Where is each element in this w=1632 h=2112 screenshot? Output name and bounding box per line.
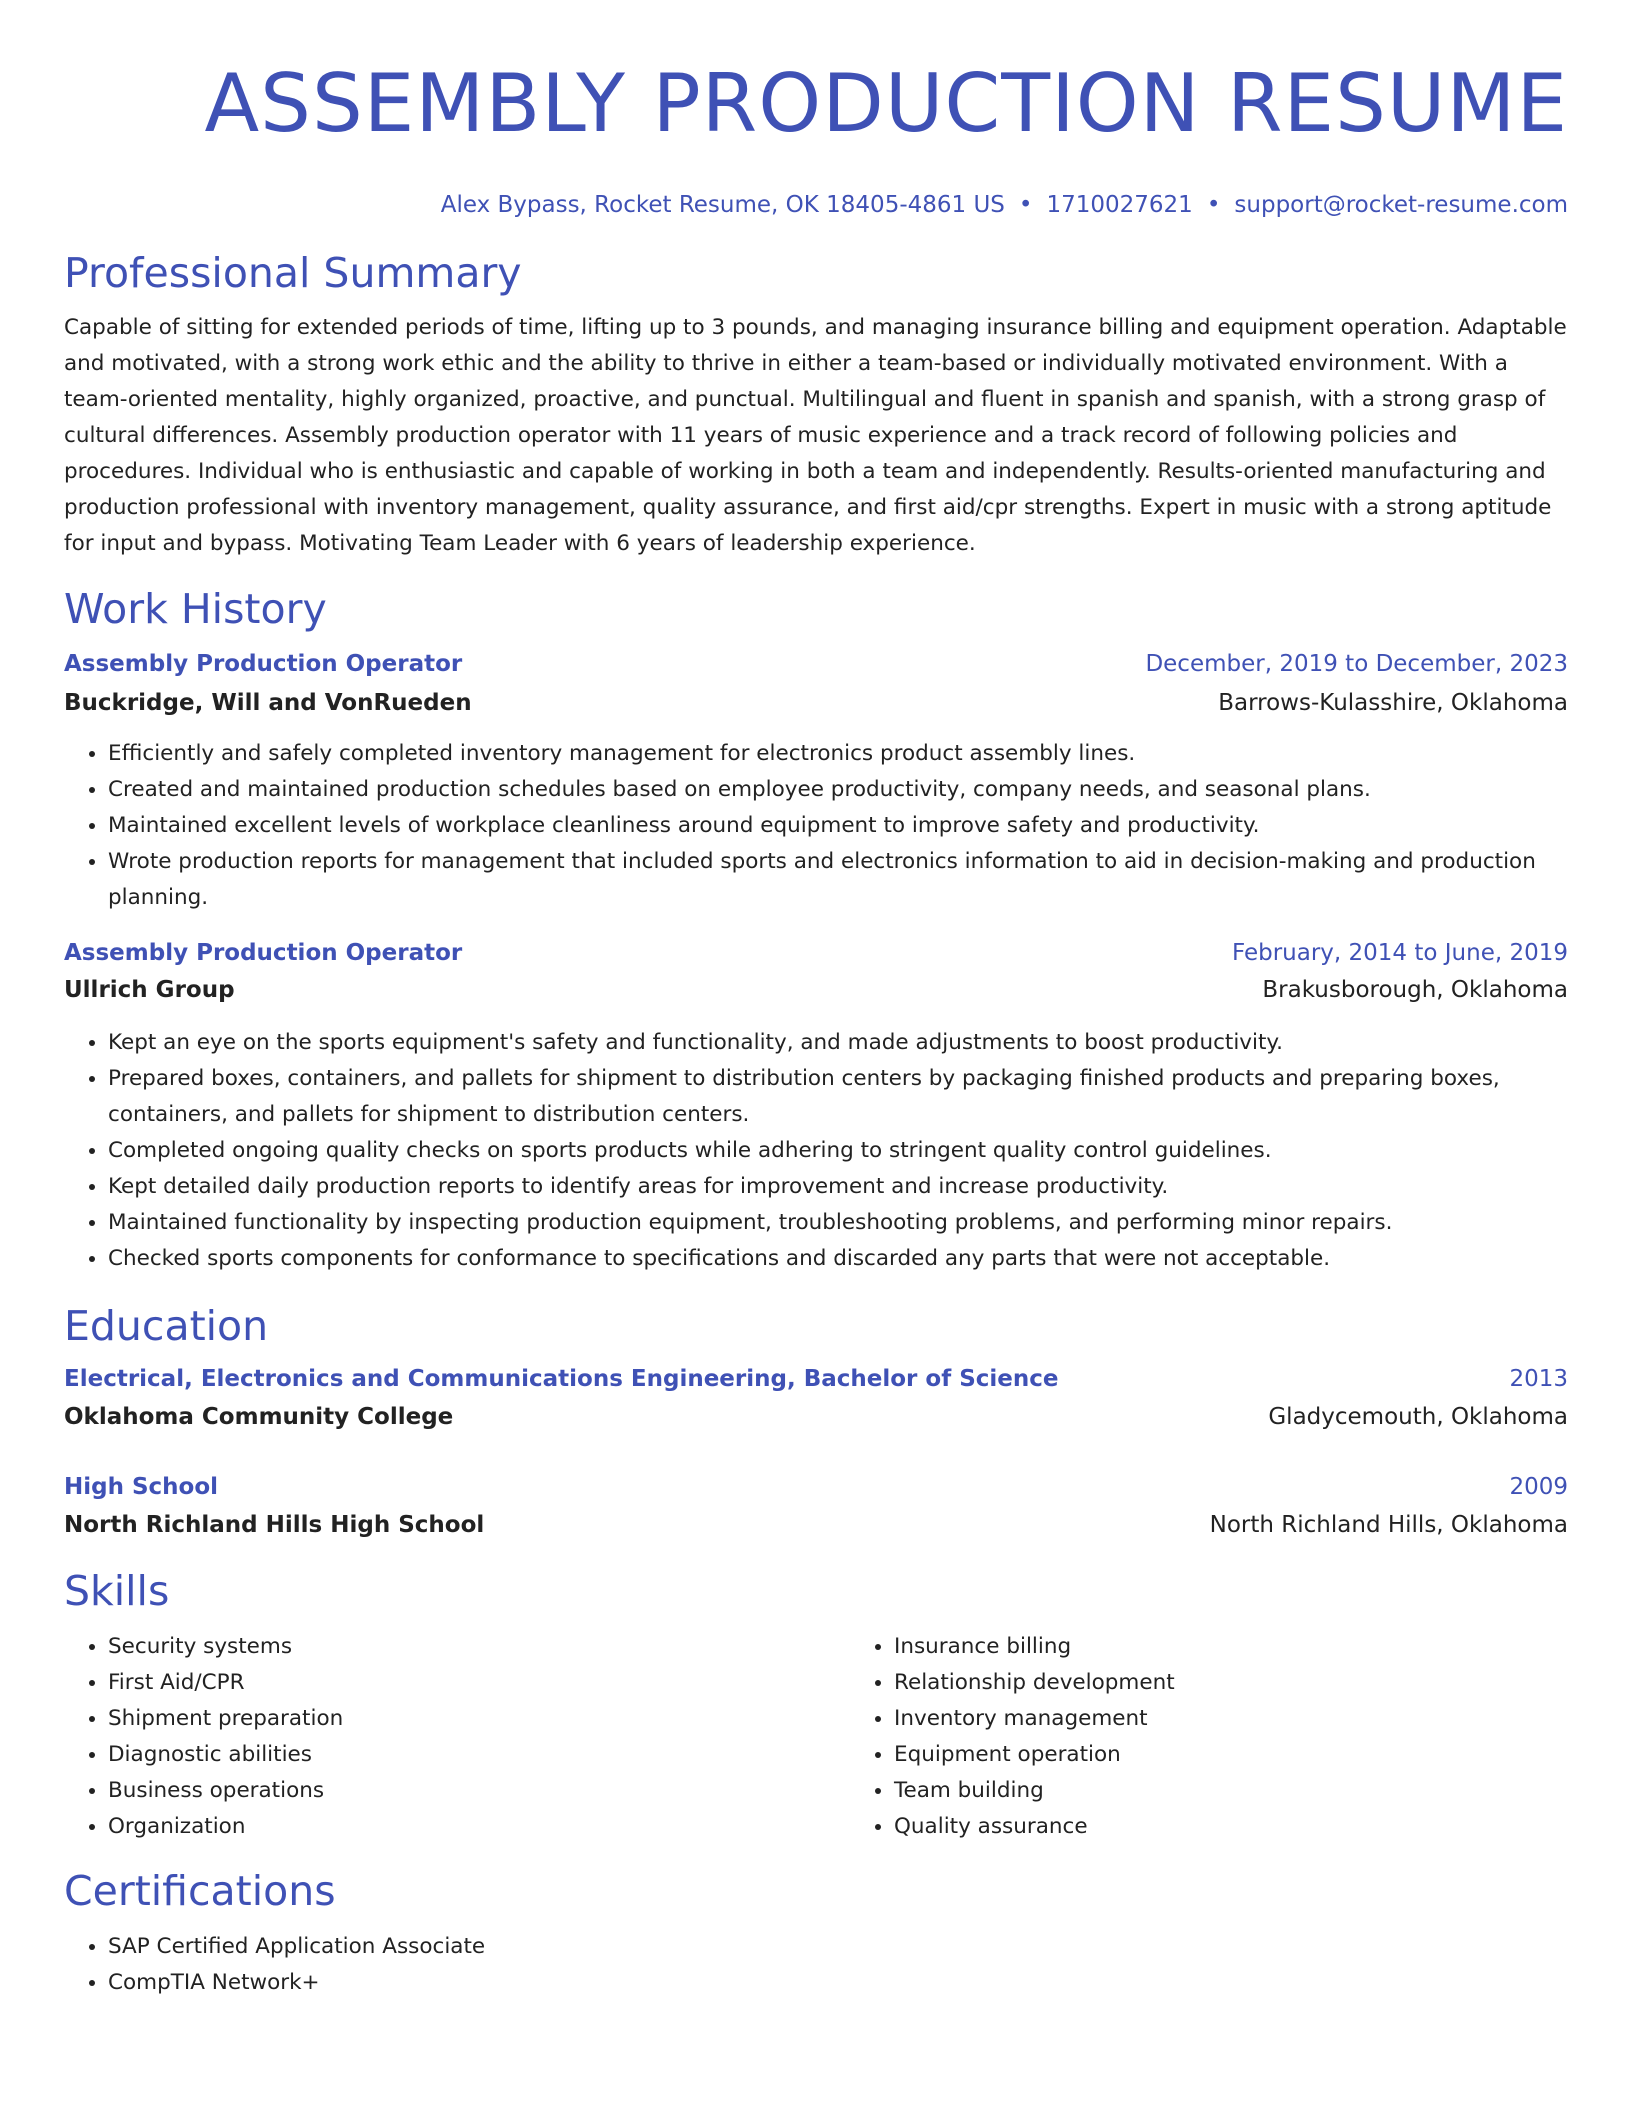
section-title-certifications: Certifications [64,1867,336,1915]
skill-item: • Equipment operation [894,1737,1632,1773]
education-year: 2009 [1509,1474,1568,1500]
education-header-row [64,1361,1568,1397]
job-dates: December, 2019 to December, 2023 [1145,651,1568,677]
skill-item: • First Aid/CPR [108,1665,850,1701]
education-location: Gladycemouth, Oklahoma [1268,1404,1568,1430]
education-degree: High School [64,1474,219,1500]
skill-item: • Inventory management [894,1701,1632,1737]
skill-item: • Relationship development [894,1665,1632,1701]
education-school: Oklahoma Community College [64,1404,454,1430]
skill-item: • Security systems [108,1629,850,1665]
job-company-row [64,685,1568,721]
job-bullet: • Efficiently and safely completed inventory management for electronics product assembly lines. [108,736,1568,772]
skill-item: • Quality assurance [894,1809,1632,1845]
education-school: North Richland Hills High School [64,1512,485,1538]
job-location: Brakusborough, Oklahoma [1262,977,1568,1003]
section-title-skills: Skills [64,1567,170,1615]
section-title-work-history: Work History [64,585,327,633]
skill-item: • Organization [108,1809,850,1845]
contact-line [64,189,1568,221]
job-header-row [64,935,1568,971]
education-header-row [64,1469,1568,1505]
job-header-row [64,646,1568,682]
job-bullet: • Kept an eye on the sports equipment's safety and functionality, and made adjustments to boost productivity. [108,1025,1568,1061]
education-year: 2013 [1509,1366,1568,1392]
certification-item: • CompTIA Network+ [108,1965,1568,2001]
skills-grid [64,1629,1568,1845]
job-bullet: • Completed ongoing quality checks on sports products while adhering to stringent quality control guidelines. [108,1133,1568,1169]
contact-address: Alex Bypass, Rocket Resume, OK 18405-4861 US [440,192,1005,218]
job-company: Buckridge, Will and VonRueden [64,690,472,716]
job-dates: February, 2014 to June, 2019 [1231,940,1568,966]
job-bullet: • Created and maintained production schedules based on employee productivity, company needs, and seasonal plans. [108,772,1568,808]
contact-separator: • [1018,192,1033,218]
job-entry [64,646,1568,916]
job-company: Ullrich Group [64,977,235,1003]
job-bullet: • Wrote production reports for management that included sports and electronics information to aid in decision-making and production planning. [108,844,1568,916]
contact-email: support@rocket-resume.com [1234,192,1568,218]
skills-list-left [64,1629,850,1845]
job-bullet-list [64,736,1568,916]
skills-list-right [850,1629,1632,1845]
skill-item: • Insurance billing [894,1629,1632,1665]
job-bullet: • Prepared boxes, containers, and pallets for shipment to distribution centers by packaging finished products and preparing boxes, containers, and pallets for shipment to distribution centers. [108,1061,1568,1133]
job-role: Assembly Production Operator [64,940,463,966]
job-bullet: • Maintained excellent levels of workplace cleanliness around equipment to improve safety and productivity. [108,808,1568,844]
skill-item: • Diagnostic abilities [108,1737,850,1773]
contact-separator: • [1206,192,1221,218]
summary-text: Capable of sitting for extended periods of time, lifting up to 3 pounds, and managing insurance billing and equipment operation. Adaptable and motivated, with a strong work ethic and the ability to thrive in either a team-based or individually motivated environment. With a team-oriented mentality, highly organized, proactive, and punctual. Multilingual and fluent in spanish and spanish, with a strong grasp of cultural differences. Assembly production operator with 11 years of music experience and a track record of following policies and procedures. Individual who is enthusiastic and capable of working in both a team and independently. Results-oriented manufacturing and production professional with inventory management, quality assurance, and first aid/cpr strengths. Expert in music with a strong aptitude for input and bypass. Motivating Team Leader with 6 years of leadership experience. [64,315,1567,556]
education-school-row [64,1507,1568,1543]
job-role: Assembly Production Operator [64,651,463,677]
section-title-education: Education [64,1302,269,1350]
education-entry [64,1361,1568,1435]
education-location: North Richland Hills, Oklahoma [1209,1512,1568,1538]
certifications-list [64,1929,1568,2001]
education-degree: Electrical, Electronics and Communications Engineering, Bachelor of Science [64,1366,1059,1392]
skill-item: • Shipment preparation [108,1701,850,1737]
education-school-row [64,1399,1568,1435]
job-location: Barrows-Kulasshire, Oklahoma [1218,690,1568,716]
skill-item: • Team building [894,1773,1632,1809]
contact-phone: 1710027621 [1046,192,1193,218]
job-bullet: • Kept detailed daily production reports to identify areas for improvement and increase productivity. [108,1169,1568,1205]
job-bullet-list [64,1025,1568,1277]
job-bullet: • Maintained functionality by inspecting production equipment, troubleshooting problems, and performing minor repairs. [108,1205,1568,1241]
certification-item: • SAP Certified Application Associate [108,1929,1568,1965]
section-title-summary: Professional Summary [64,249,522,297]
job-entry [64,935,1568,1277]
education-entry [64,1469,1568,1543]
skill-item: • Business operations [108,1773,850,1809]
resume-title: ASSEMBLY PRODUCTION RESUME [204,57,1568,150]
resume-page [64,0,1568,2001]
job-bullet: • Checked sports components for conformance to specifications and discarded any parts that were not acceptable. [108,1241,1568,1277]
job-company-row [64,972,1568,1008]
